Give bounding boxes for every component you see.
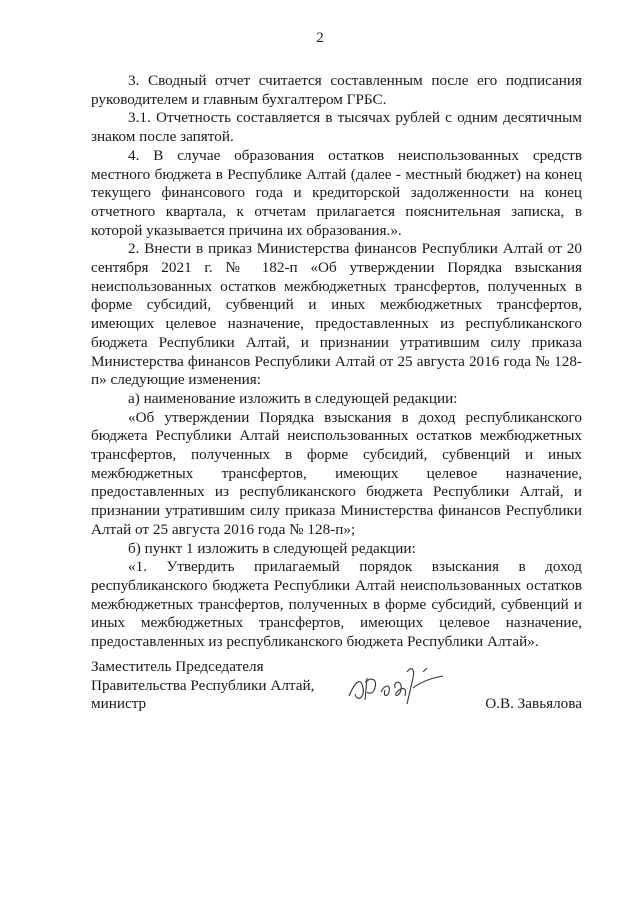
new-title-quote: «Об утверждении Порядка взыскания в доход республиканского бюджета Республики Алтай неиспользованных остатков межбюджетных трансфертов, полученных в форме субсидий, субвенций и иных межбюджетных трансфертов, имеющих целевое назначение, предоставленных из республиканского бюджета Республики Алтай, и признании утратившим силу приказа Министерства финансов Республики Алтай от 25 августа 2016 года № 128-п»; (91, 408, 582, 538)
signer-name: О.В. Завьялова (485, 695, 582, 712)
signer-title (91, 658, 351, 714)
paragraph-3-1: 3.1. Отчетность составляется в тысячах рублей с одним десятичным знаком после запятой. (91, 109, 582, 146)
document-body (91, 72, 582, 652)
signer-title-line: Заместитель Председателя (91, 658, 264, 675)
paragraph-4: 4. В случае образования остатков неиспользованных средств местного бюджета в Республике Алтай (далее - местный бюджет) на конец текущего финансового года и кредиторской задолженности на конец отчетного квартала, к отчетам прилагается пояснительная записка, в которой указывается причина их образования.». (91, 146, 582, 239)
paragraph-3: 3. Сводный отчет считается составленным после его подписания руководителем и главным бухгалтером ГРБС. (91, 72, 582, 108)
subitem-b: б) пункт 1 изложить в следующей редакции: (128, 539, 416, 557)
new-point-1-quote: «1. Утвердить прилагаемый порядок взыскания в доход республиканского бюджета Республики Алтай неиспользованных остатков межбюджетных трансфертов, полученных в форме субсидий, субвенций и иных межбюджетных трансфертов, имеющих целевое назначение, предоставленных из республиканского бюджета Республики Алтай». (91, 558, 582, 651)
signature-block (91, 658, 582, 718)
signer-title-line: министр (91, 695, 147, 713)
subitem-a: а) наименование изложить в следующей редакции: (128, 389, 458, 407)
handwritten-signature (341, 658, 451, 710)
paragraph-amendment-2: 2. Внести в приказ Министерства финансов Республики Алтай от 20 сентября 2021 г. № 182-п «Об утверждении Порядка взыскания неиспользованных остатков межбюджетных трансфертов, полученных в форме субсидий, субвенций и иных межбюджетных трансфертов, имеющих целевое назначение, предоставленных из республиканского бюджета Республики Алтай, и признании утратившим силу приказа Министерства финансов Республики Алтай от 25 августа 2016 года № 128-п» следующие изменения: (91, 240, 582, 389)
signer-title-line: Правительства Республики Алтай, (91, 676, 315, 694)
page-number: 2 (316, 30, 324, 46)
